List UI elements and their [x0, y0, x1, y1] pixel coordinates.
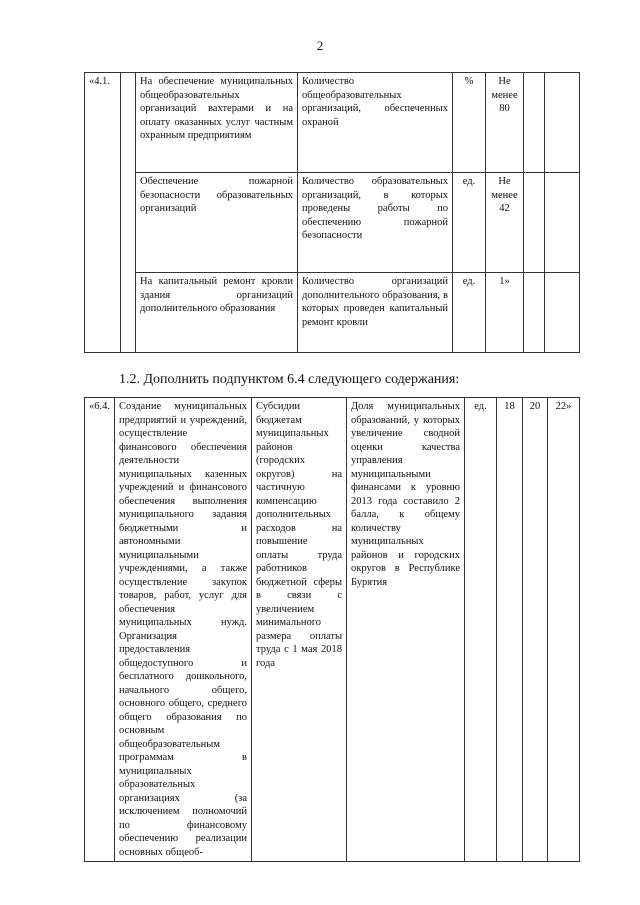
value-2019-cell: 20 [523, 398, 548, 862]
section-heading: 1.2. Дополнить подпунктом 6.4 следующего содержания: [119, 372, 460, 387]
value-cell: Не менее 80 [486, 73, 524, 173]
indicator-cell: Количество организаций дополнительного образования, в которых проведен капитальный ремонт кровли [298, 273, 453, 353]
row-number: «6.4. [85, 398, 115, 862]
unit-cell: ед. [465, 398, 497, 862]
unit-cell: ед. [453, 173, 486, 273]
value-cell: Не менее 42 [486, 173, 524, 273]
table-row [85, 273, 580, 353]
unit-cell: ед. [453, 273, 486, 353]
event-cell: Создание муниципальных предприятий и учреждений, осуществление финансового обеспечения деятельности муниципальных казенных учреждений и финансового обеспечения выполнения муниципального задания бюджетными и автономными муниципальными учреждениями, а также осуществление закупок товаров, работ, услуг для обеспечения муниципальных нужд. Организация предоставления общедоступного и бесплатного дошкольного, начального общего, основного общего, среднего общего образования по основным общеобразовательным программам в муниципальных образовательных организациях (за исключением полномочий по финансовому обеспечению реализации основных общеоб- [115, 398, 252, 862]
page-number: 2 [316, 38, 324, 53]
indicator-cell: Количество образовательных организаций, в которых проведены работы по обеспечению пожарной безопасности [298, 173, 453, 273]
indicator-cell: Доля муниципальных образований, у которых увеличение сводной оценки качества управления муниципальными финансами к уровню 2013 года составило 2 балла, к общему количеству муниципальных районов и городских округов в Республике Бурятия [347, 398, 465, 862]
row-number: «4.1. [85, 73, 121, 353]
event-cell: На капитальный ремонт кровли здания организаций дополнительного образования [136, 273, 298, 353]
subsidy-cell: Субсидии бюджетам муниципальных районов (городских округов) на частичную компенсацию дополнительных расходов на повышение оплаты труда работников бюджетной сферы в связи с увеличением минимального размера оплаты труда с 1 мая 2018 года [252, 398, 347, 862]
indicator-cell: Количество общеобразовательных организаций, обеспеченных охраной [298, 73, 453, 173]
table-row [85, 73, 580, 173]
table-section-6-4 [84, 397, 580, 862]
value-2018-cell: 18 [497, 398, 523, 862]
table-section-4-1 [84, 72, 580, 353]
value-cell: 1» [486, 273, 524, 353]
value-2020-cell: 22» [548, 398, 580, 862]
event-cell: Обеспечение пожарной безопасности образовательных организаций [136, 173, 298, 273]
table-row [85, 173, 580, 273]
event-cell: На обеспечение муниципальных общеобразовательных организаций вахтерами и на оплату оказанных услуг частным охранным предприятиям [136, 73, 298, 173]
table-row [85, 398, 580, 862]
unit-cell: % [453, 73, 486, 173]
